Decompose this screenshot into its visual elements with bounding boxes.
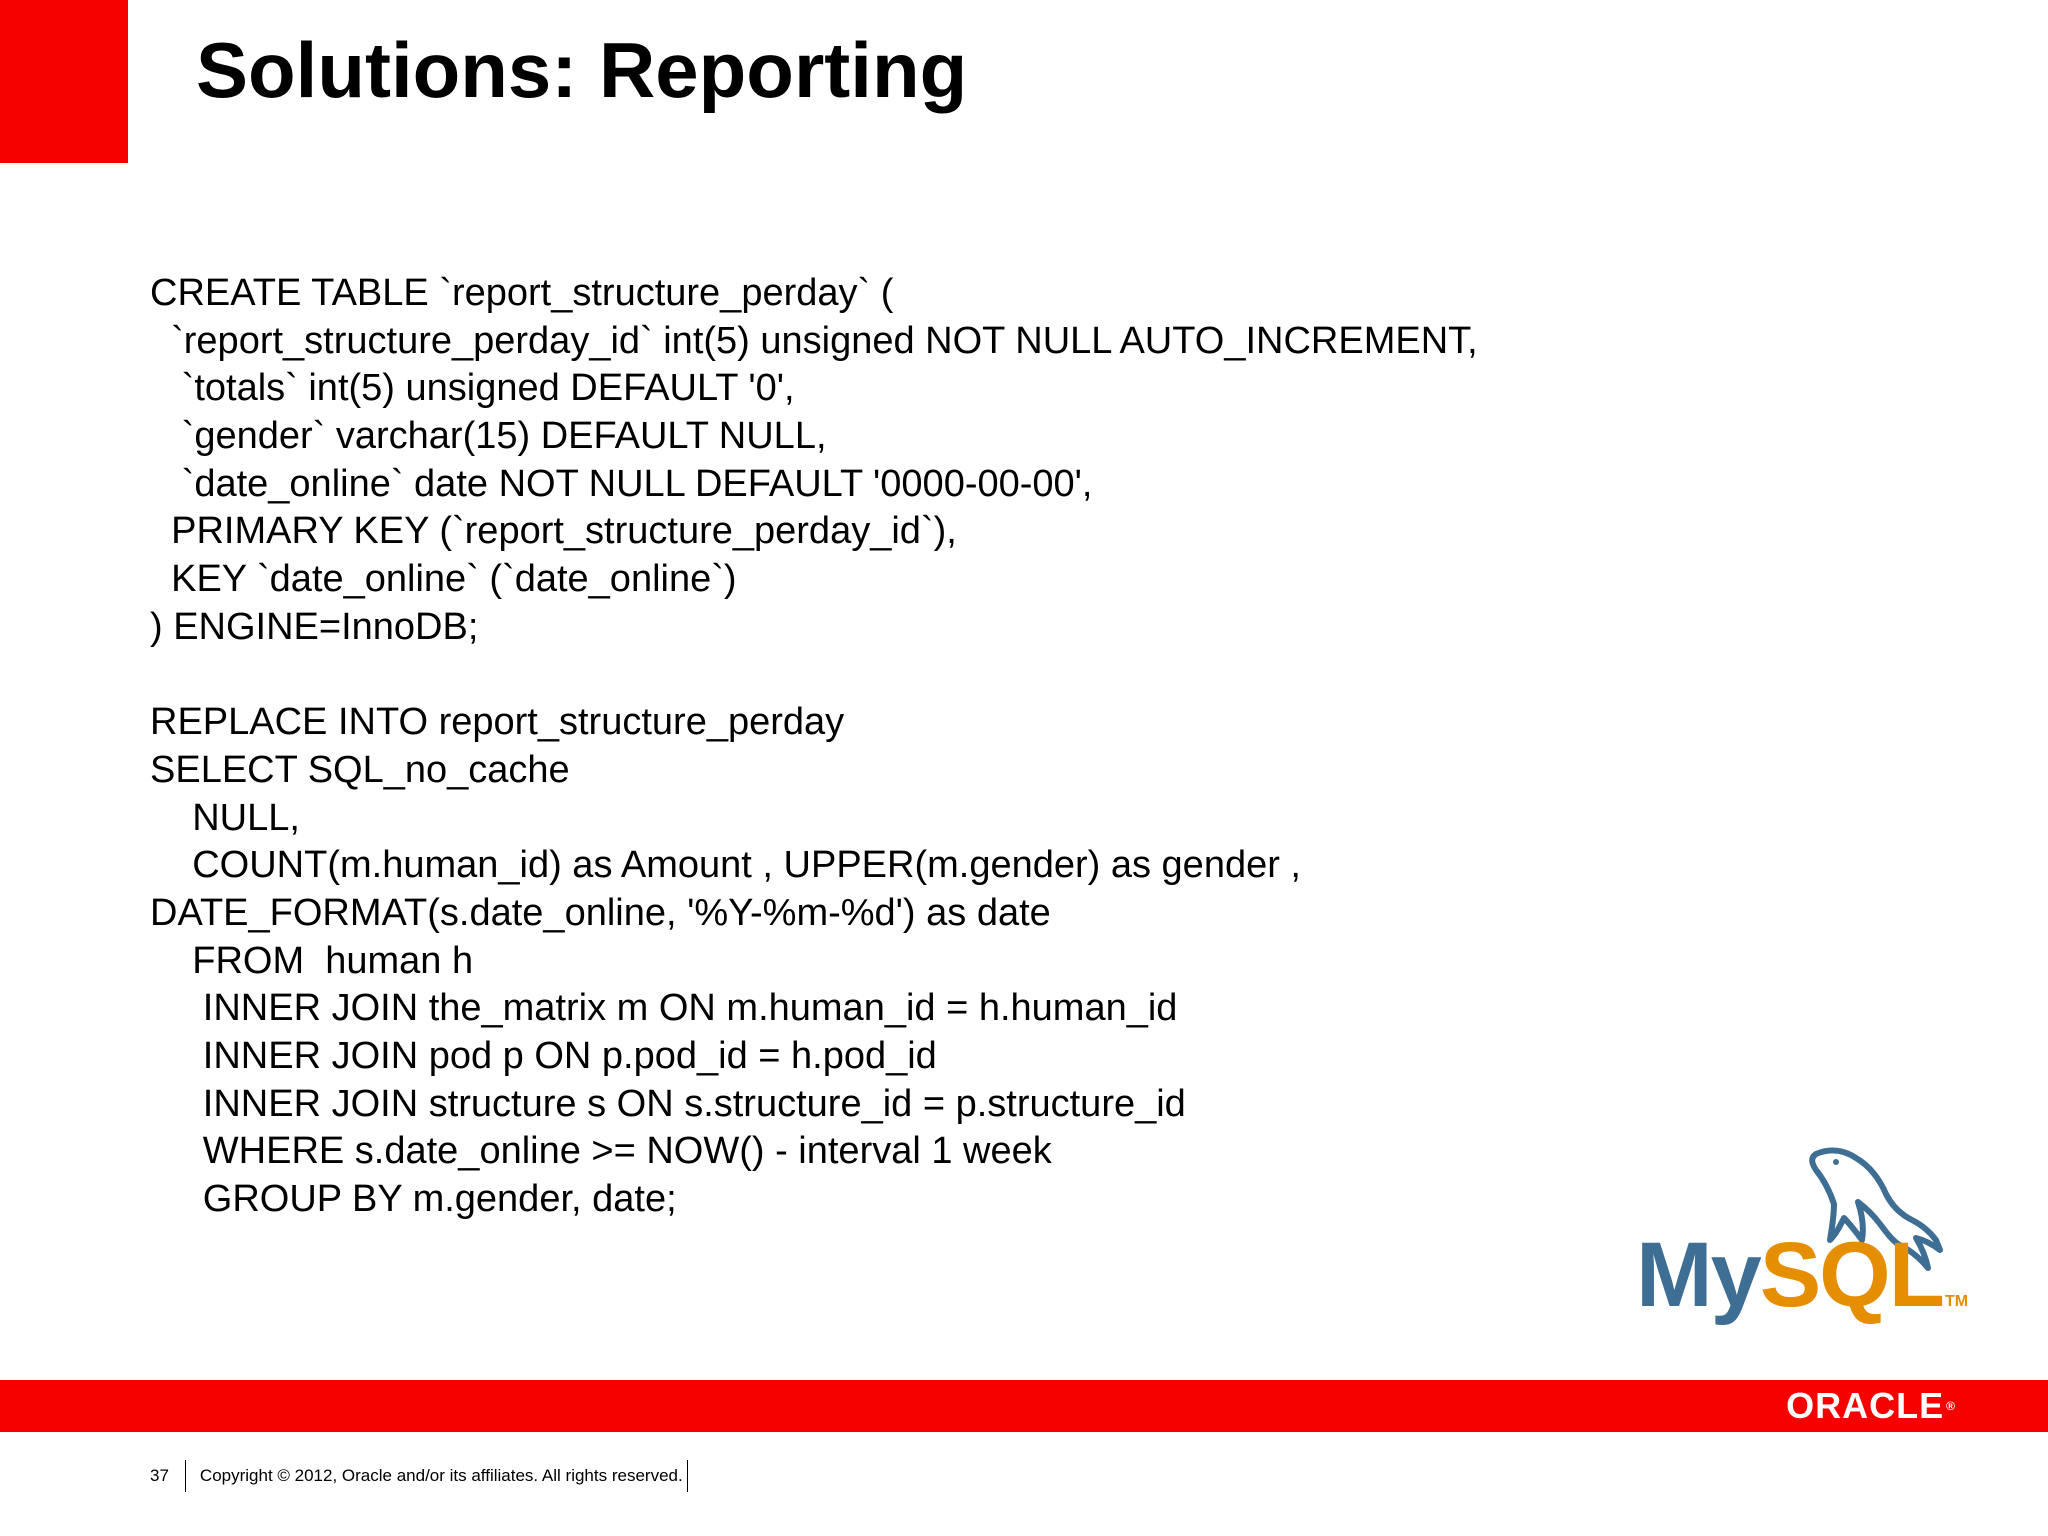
code-line: `date_online` date NOT NULL DEFAULT '0000-00-00', — [150, 462, 1093, 505]
oracle-logo — [1786, 1386, 1956, 1426]
slide-title: Solutions: Reporting — [196, 26, 968, 114]
code-line: NULL, — [150, 796, 300, 839]
code-line: KEY `date_online` (`date_online`) — [150, 558, 737, 601]
page-number: 37 — [150, 1466, 169, 1485]
oracle-registered-mark: ® — [1946, 1399, 1956, 1413]
mysql-wordmark — [1636, 1225, 1968, 1352]
footer-red-bar — [0, 1380, 2048, 1432]
code-line: INNER JOIN the_matrix m ON m.human_id = h.human_id — [150, 987, 1178, 1030]
code-line: FROM human h — [150, 939, 474, 982]
code-line: PRIMARY KEY (`report_structure_perday_id`), — [150, 510, 957, 553]
code-line: GROUP BY m.gender, date; — [150, 1178, 677, 1221]
code-line: COUNT(m.human_id) as Amount , UPPER(m.gender) as gender , — [150, 844, 1301, 887]
footer-divider — [185, 1460, 186, 1492]
code-line: SELECT SQL_no_cache — [150, 748, 570, 791]
code-line: WHERE s.date_online >= NOW() - interval 1 week — [150, 1130, 1052, 1173]
mysql-my-text: My — [1636, 1224, 1760, 1326]
footer — [150, 1458, 688, 1494]
mysql-trademark: TM — [1944, 1293, 1969, 1310]
oracle-logo-text: ORACLE — [1786, 1385, 1945, 1426]
red-corner-block — [0, 0, 128, 163]
code-line: ) ENGINE=InnoDB; — [150, 605, 479, 648]
code-line: INNER JOIN pod p ON p.pod_id = h.pod_id — [150, 1035, 937, 1077]
code-line: REPLACE INTO report_structure_perday — [150, 701, 845, 744]
mysql-sql-text: SQL — [1759, 1224, 1943, 1326]
code-line: CREATE TABLE `report_structure_perday` ( — [150, 272, 894, 314]
code-line: INNER JOIN structure s ON s.structure_id = p.structure_id — [150, 1082, 1186, 1125]
footer-divider-end — [687, 1460, 688, 1492]
copyright-text: Copyright © 2012, Oracle and/or its affiliates. All rights reserved. — [199, 1466, 683, 1485]
code-line: `report_structure_perday_id` int(5) unsigned NOT NULL AUTO_INCREMENT, — [150, 319, 1478, 362]
code-line-blank — [150, 652, 1478, 700]
code-line: DATE_FORMAT(s.date_online, '%Y-%m-%d') as date — [150, 891, 1051, 934]
code-line: `totals` int(5) unsigned DEFAULT '0', — [150, 367, 795, 410]
sql-code-block — [150, 270, 1478, 1224]
code-line: `gender` varchar(15) DEFAULT NULL, — [150, 415, 827, 458]
